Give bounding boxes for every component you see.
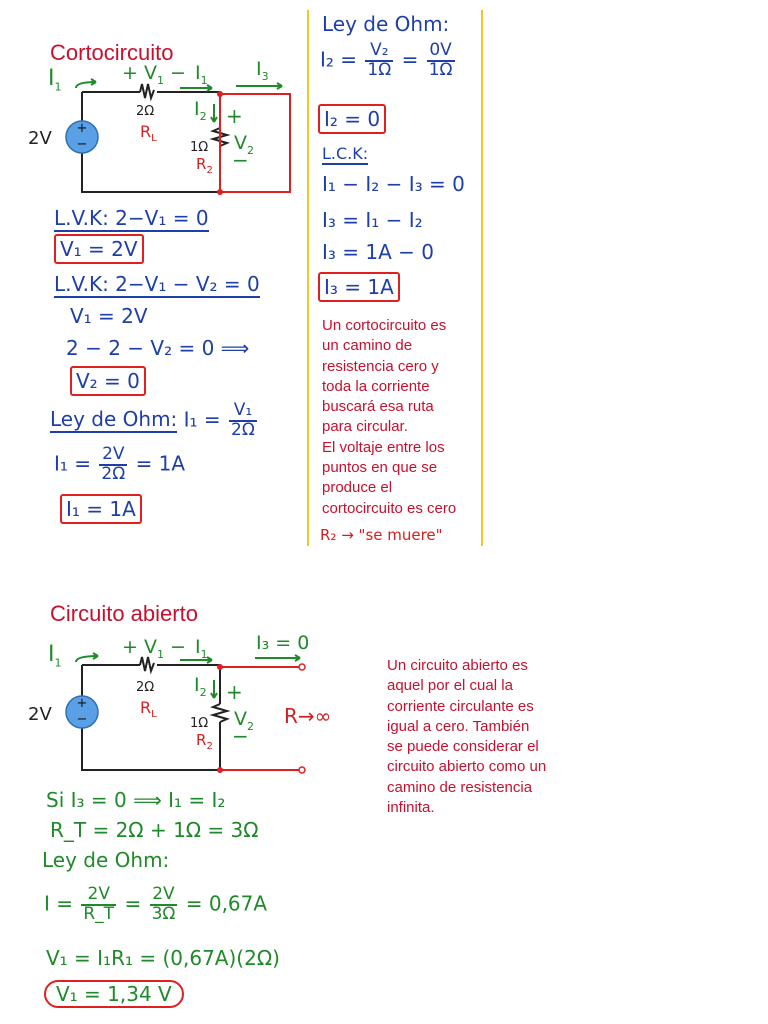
eq-step: 2 − 2 − V₂ = 0 ⟹ [66, 336, 250, 360]
open-current-i1-label: $I_1$ [48, 642, 62, 670]
side-eq3: I₃ = 1A − 0 [322, 240, 434, 264]
open-v2-minus: − [232, 724, 249, 748]
v2-plus: + [226, 104, 243, 128]
eq-i1-result: I₁ = 1A [60, 494, 142, 524]
current-i3-label: $I_3$ [256, 58, 269, 83]
open-current-i2-label: $I_2$ [194, 674, 207, 699]
open-voltage-v2-label: $V_2$ [234, 708, 254, 733]
short-circuit-description: Un cortocircuito es un camino de resistencia cero y toda la corriente buscará esa ruta para circular. El voltaje entre los puntos en que se produce el cortocircuito es cero [322, 317, 457, 517]
open-source-voltage-label: 2V [28, 704, 52, 725]
r2-value: 1Ω [190, 140, 209, 155]
open-v2-plus: + [226, 680, 243, 704]
open-circuit-diagram [0, 0, 320, 800]
section-title-short-circuit: Cortocircuito [50, 40, 174, 65]
source-voltage-label: 2V [28, 128, 52, 149]
open-eq-v1-result: V₁ = 1,34 V [44, 980, 184, 1008]
current-top-label: $I_1$ [195, 62, 208, 87]
eq-v1-sub: V₁ = 2V [70, 304, 148, 328]
open-eq-v1: V₁ = I₁R₁ = (0,67A)(2Ω) [46, 946, 280, 970]
side-i2-result: I₂ = 0 [318, 104, 386, 134]
svg-text:+: + [76, 696, 88, 711]
open-r2-name: $R_2$ [196, 731, 213, 752]
open-current-top-label: $I_1$ [195, 636, 208, 661]
open-current-i3-label: I₃ = 0 [256, 632, 310, 654]
voltage-v1-label: + $V_1$ − [122, 62, 186, 87]
open-eq-current: I = $\frac{2V}{R\_T}$ = $\frac{2V}{3\Omega}$ = 0,67A [44, 884, 268, 924]
r1-value: 2Ω [136, 104, 155, 119]
current-i2-label: $I_2$ [194, 98, 207, 123]
svg-text:−: − [76, 712, 88, 727]
open-eq-ohm-label: Ley de Ohm: [42, 848, 170, 872]
r1-name: $R_L$ [140, 122, 157, 145]
side-eq2: I₃ = I₁ − I₂ [322, 208, 423, 232]
side-ohm-label: Ley de Ohm: [322, 12, 450, 36]
open-circuit-description: Un circuito abierto es aquel por el cual la corriente circulante es igual a cero. También se puede considerar el circuito abierto como un camino de resistencia infinita. [387, 657, 547, 817]
open-r-infinite-label: R→∞ [284, 704, 332, 728]
eq-ohm: Ley de Ohm: I₁ = $\frac{\text{V₁}}{2\Omega}$ [50, 400, 255, 440]
eq-v2-result: V₂ = 0 [70, 366, 146, 396]
open-r2-value: 1Ω [190, 716, 209, 731]
r2-name: $R_2$ [196, 155, 213, 176]
side-i3-result: I₃ = 1A [318, 272, 400, 302]
svg-text:−: − [76, 137, 88, 152]
eq-lvk1: L.V.K: 2−V₁ = 0 [54, 206, 209, 230]
open-r1-name: $R_L$ [140, 698, 157, 721]
side-eq1: I₁ − I₂ − I₃ = 0 [322, 172, 465, 196]
side-lck-label: L.C.K: [322, 144, 369, 163]
side-i2-calc: I₂ = $\frac{\text{V₂}}{1\Omega}$ = $\frac{0V}{1\Omega}$ [320, 40, 453, 80]
open-r1-value: 2Ω [136, 680, 155, 695]
voltage-v2-label: $V_2$ [234, 132, 254, 157]
eq-lvk2: L.V.K: 2−V₁ − V₂ = 0 [54, 272, 260, 296]
open-voltage-v1-label: + $V_1$ − [122, 636, 186, 661]
v2-minus: − [232, 148, 249, 172]
side-r2-note: R₂ → "se muere" [320, 526, 443, 544]
section-title-open-circuit: Circuito abierto [50, 601, 198, 626]
eq-v1-result: V₁ = 2V [54, 234, 144, 264]
open-eq-rt: R_T = 2Ω + 1Ω = 3Ω [50, 818, 259, 842]
svg-text:+: + [76, 121, 88, 136]
open-eq-condition: Si I₃ = 0 ⟹ I₁ = I₂ [46, 788, 226, 812]
eq-i1-calc: I₁ = $\frac{2V}{2\Omega}$ = 1A [54, 444, 186, 484]
current-i1-label: $I_1$ [48, 66, 62, 94]
